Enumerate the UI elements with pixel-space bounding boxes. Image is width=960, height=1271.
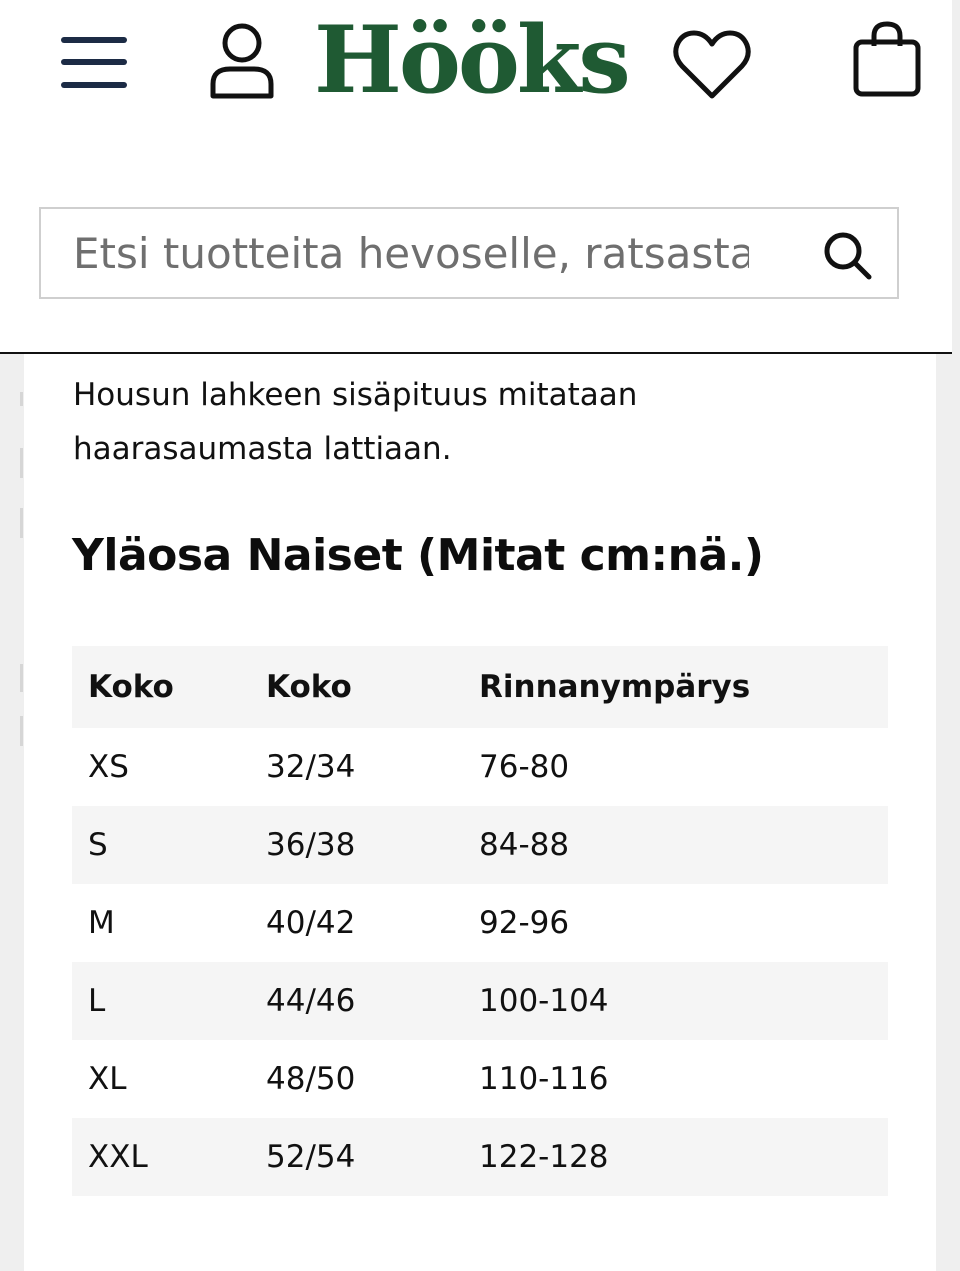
table-row — [72, 1040, 888, 1118]
size-table — [72, 646, 888, 1196]
wishlist-button[interactable] — [672, 28, 752, 104]
brand-name: Hööks — [314, 5, 628, 114]
background-mark — [20, 448, 23, 478]
menu-button[interactable] — [60, 34, 130, 94]
table-cell: 32/34 — [266, 749, 356, 785]
brand-logo[interactable] — [314, 0, 628, 120]
table-cell: S — [88, 827, 108, 863]
section-heading: Yläosa Naiset (Mitat cm:nä.) — [72, 530, 764, 581]
table-cell: 122-128 — [479, 1139, 609, 1175]
table-cell: 110-116 — [479, 1061, 609, 1097]
column-header: Koko — [88, 669, 174, 705]
background-mark — [20, 716, 23, 746]
table-header-row — [72, 646, 888, 728]
table-cell: 36/38 — [266, 827, 356, 863]
table-cell: 92-96 — [479, 905, 570, 941]
table-cell: 76-80 — [479, 749, 570, 785]
search-button[interactable] — [821, 229, 877, 281]
table-cell: XL — [88, 1061, 127, 1097]
table-row — [72, 806, 888, 884]
account-button[interactable] — [204, 20, 280, 102]
table-row — [72, 962, 888, 1040]
table-cell: 84-88 — [479, 827, 570, 863]
intro-text: Housun lahkeen sisäpituus mitataan haarasaumasta lattiaan. — [73, 377, 638, 467]
shopping-bag-icon — [850, 20, 924, 102]
table-cell: 48/50 — [266, 1061, 356, 1097]
table-cell: 40/42 — [266, 905, 356, 941]
search-icon — [821, 229, 877, 281]
column-header: Koko — [266, 669, 352, 705]
table-row — [72, 1118, 888, 1196]
background-mark — [20, 664, 23, 692]
site-header — [0, 0, 952, 354]
table-cell: XXL — [88, 1139, 148, 1175]
table-row — [72, 884, 888, 962]
search-bar — [39, 207, 899, 299]
search-input[interactable] — [73, 209, 749, 297]
table-row — [72, 728, 888, 806]
heart-icon — [672, 28, 752, 104]
background-mark — [20, 508, 23, 538]
table-cell: 52/54 — [266, 1139, 356, 1175]
table-cell: 100-104 — [479, 983, 609, 1019]
table-cell: XS — [88, 749, 129, 785]
size-guide-panel — [24, 330, 936, 1271]
table-cell: 44/46 — [266, 983, 356, 1019]
column-header: Rinnanympärys — [479, 669, 751, 705]
cart-button[interactable] — [850, 20, 924, 102]
user-icon — [204, 20, 280, 102]
table-cell: L — [88, 983, 106, 1019]
table-cell: M — [88, 905, 115, 941]
hamburger-menu-icon — [60, 34, 130, 94]
background-mark — [20, 392, 23, 406]
